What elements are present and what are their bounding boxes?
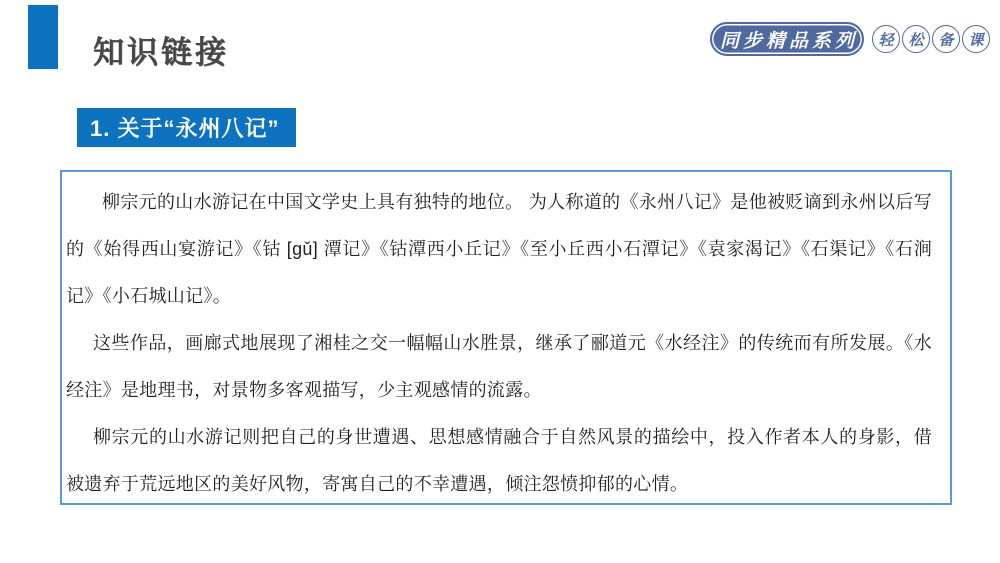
brand-seals <box>870 25 990 53</box>
brand-seal-3: 备 <box>932 25 960 53</box>
paragraph-personal-feelings: 柳宗元的山水游记则把自己的身世遭遇、思想感情融合于自然风景的描绘中，投入作者本人的身影，借被遗弃于荒远地区的美好风物，寄寓自己的不幸遭遇，倾注怨愤抑郁的心情。 <box>66 427 932 494</box>
brand-series-pill: 同步精品系列 <box>710 22 864 56</box>
content-box <box>60 170 952 505</box>
paragraph-yongzhou-eight-records: 柳宗元的山水游记在中国文学史上具有独特的地位。 为人称道的《永州八记》是他被贬谪到永州以后写的《始得西山宴游记》《钴 [gǔ] 潭记》《钴潭西小丘记》《至小丘西小石潭记》《袁家渴记》《石渠记》《石涧记》《小石城山记》。 <box>66 192 932 306</box>
brand-seal-2: 松 <box>902 25 930 53</box>
brand-logo <box>710 22 990 56</box>
brand-seal-1: 轻 <box>872 25 900 53</box>
paragraph-shuijingzhu-tradition: 这些作品，画廊式地展现了湘桂之交一幅幅山水胜景，继承了郦道元《水经注》的传统而有所发展。《水经注》是地理书，对景物多客观描写，少主观感情的流露。 <box>66 333 932 400</box>
section-badge: 1. 关于“永州八记” <box>77 108 296 147</box>
brand-seal-4: 课 <box>962 25 990 53</box>
page-title: 知识链接 <box>93 35 229 70</box>
title-accent-bar <box>28 5 58 69</box>
